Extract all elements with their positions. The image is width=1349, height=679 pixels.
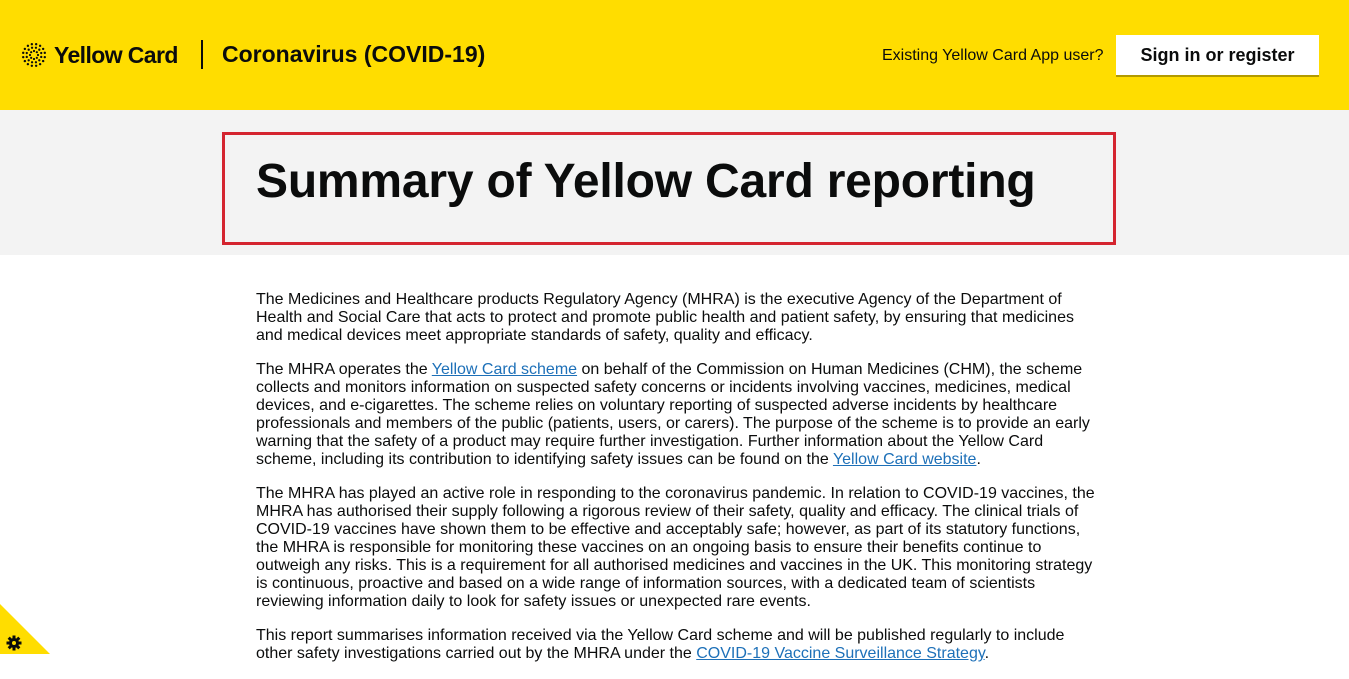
cookie-settings-button[interactable] [0,604,50,654]
scheme-text-start: The MHRA operates the [256,361,432,378]
gear-icon [0,604,50,654]
page-title: Summary of Yellow Card reporting [256,155,1036,208]
sign-in-register-button[interactable]: Sign in or register [1116,35,1319,75]
yellow-card-logo-link[interactable] [20,38,178,72]
scheme-text-middle: on behalf of the Commission on Human Medicines (CHM), the scheme collects and monitors information on suspected safety concerns or incidents involving vaccines, medicines, medical devices, and e-cigarettes. The scheme relies on voluntary reporting of suspected adverse incidents by healthcare professionals and members of the public (patients, users, or carers). The purpose of the scheme is to provide an early warning that the safety of a product may require further investigation. Further information about the Yellow Card scheme, including its contribution to identifying safety issues can be found on the [256,361,1090,468]
report-text-start: This report summarises information received via the Yellow Card scheme and will be published regularly to include other safety investigations carried out by the MHRA under the [256,627,1065,662]
report-text-end: . [984,645,990,662]
logo-text: Yellow Card [54,41,178,68]
scheme-text-end: . [976,451,981,468]
report-paragraph [256,627,1096,663]
main-content [256,291,1096,679]
pandemic-paragraph: The MHRA has played an active role in responding to the coronavirus pandemic. In relation to COVID-19 vaccines, the MHRA has authorised their supply following a rigorous review of their safety, quality and efficacy. The clinical trials of COVID-19 vaccines have shown them to be effective and acceptably safe; however, as part of its statutory functions, the MHRA is responsible for monitoring these vaccines on an ongoing basis to ensure their benefits continue to outweigh any risks. This is a requirement for all authorised medicines and vaccines in the UK. This monitoring strategy is continuous, proactive and based on a wide range of information sources, with a dedicated team of scientists reviewing information daily to look for safety issues or unexpected rare events. [256,485,1095,610]
scheme-paragraph [256,361,1096,469]
yellow-card-website-link[interactable]: Yellow Card website [832,451,977,468]
intro-paragraph: The Medicines and Healthcare products Regulatory Agency (MHRA) is the executive Agency of the Department of Health and Social Care that acts to protect and promote public health and patient safety, by ensuring that medicines and medical devices meet appropriate standards of safety, quality and efficacy. [256,291,1074,344]
site-header [0,0,1349,110]
sunburst-logo-icon [20,41,48,69]
yellow-card-scheme-link[interactable]: Yellow Card scheme [431,361,578,378]
service-name-link[interactable]: Coronavirus (COVID-19) [222,41,486,67]
header-divider [201,40,203,69]
vaccine-surveillance-strategy-link[interactable]: COVID-19 Vaccine Surveillance Strategy [696,645,985,662]
existing-user-text: Existing Yellow Card App user? [882,47,1104,64]
